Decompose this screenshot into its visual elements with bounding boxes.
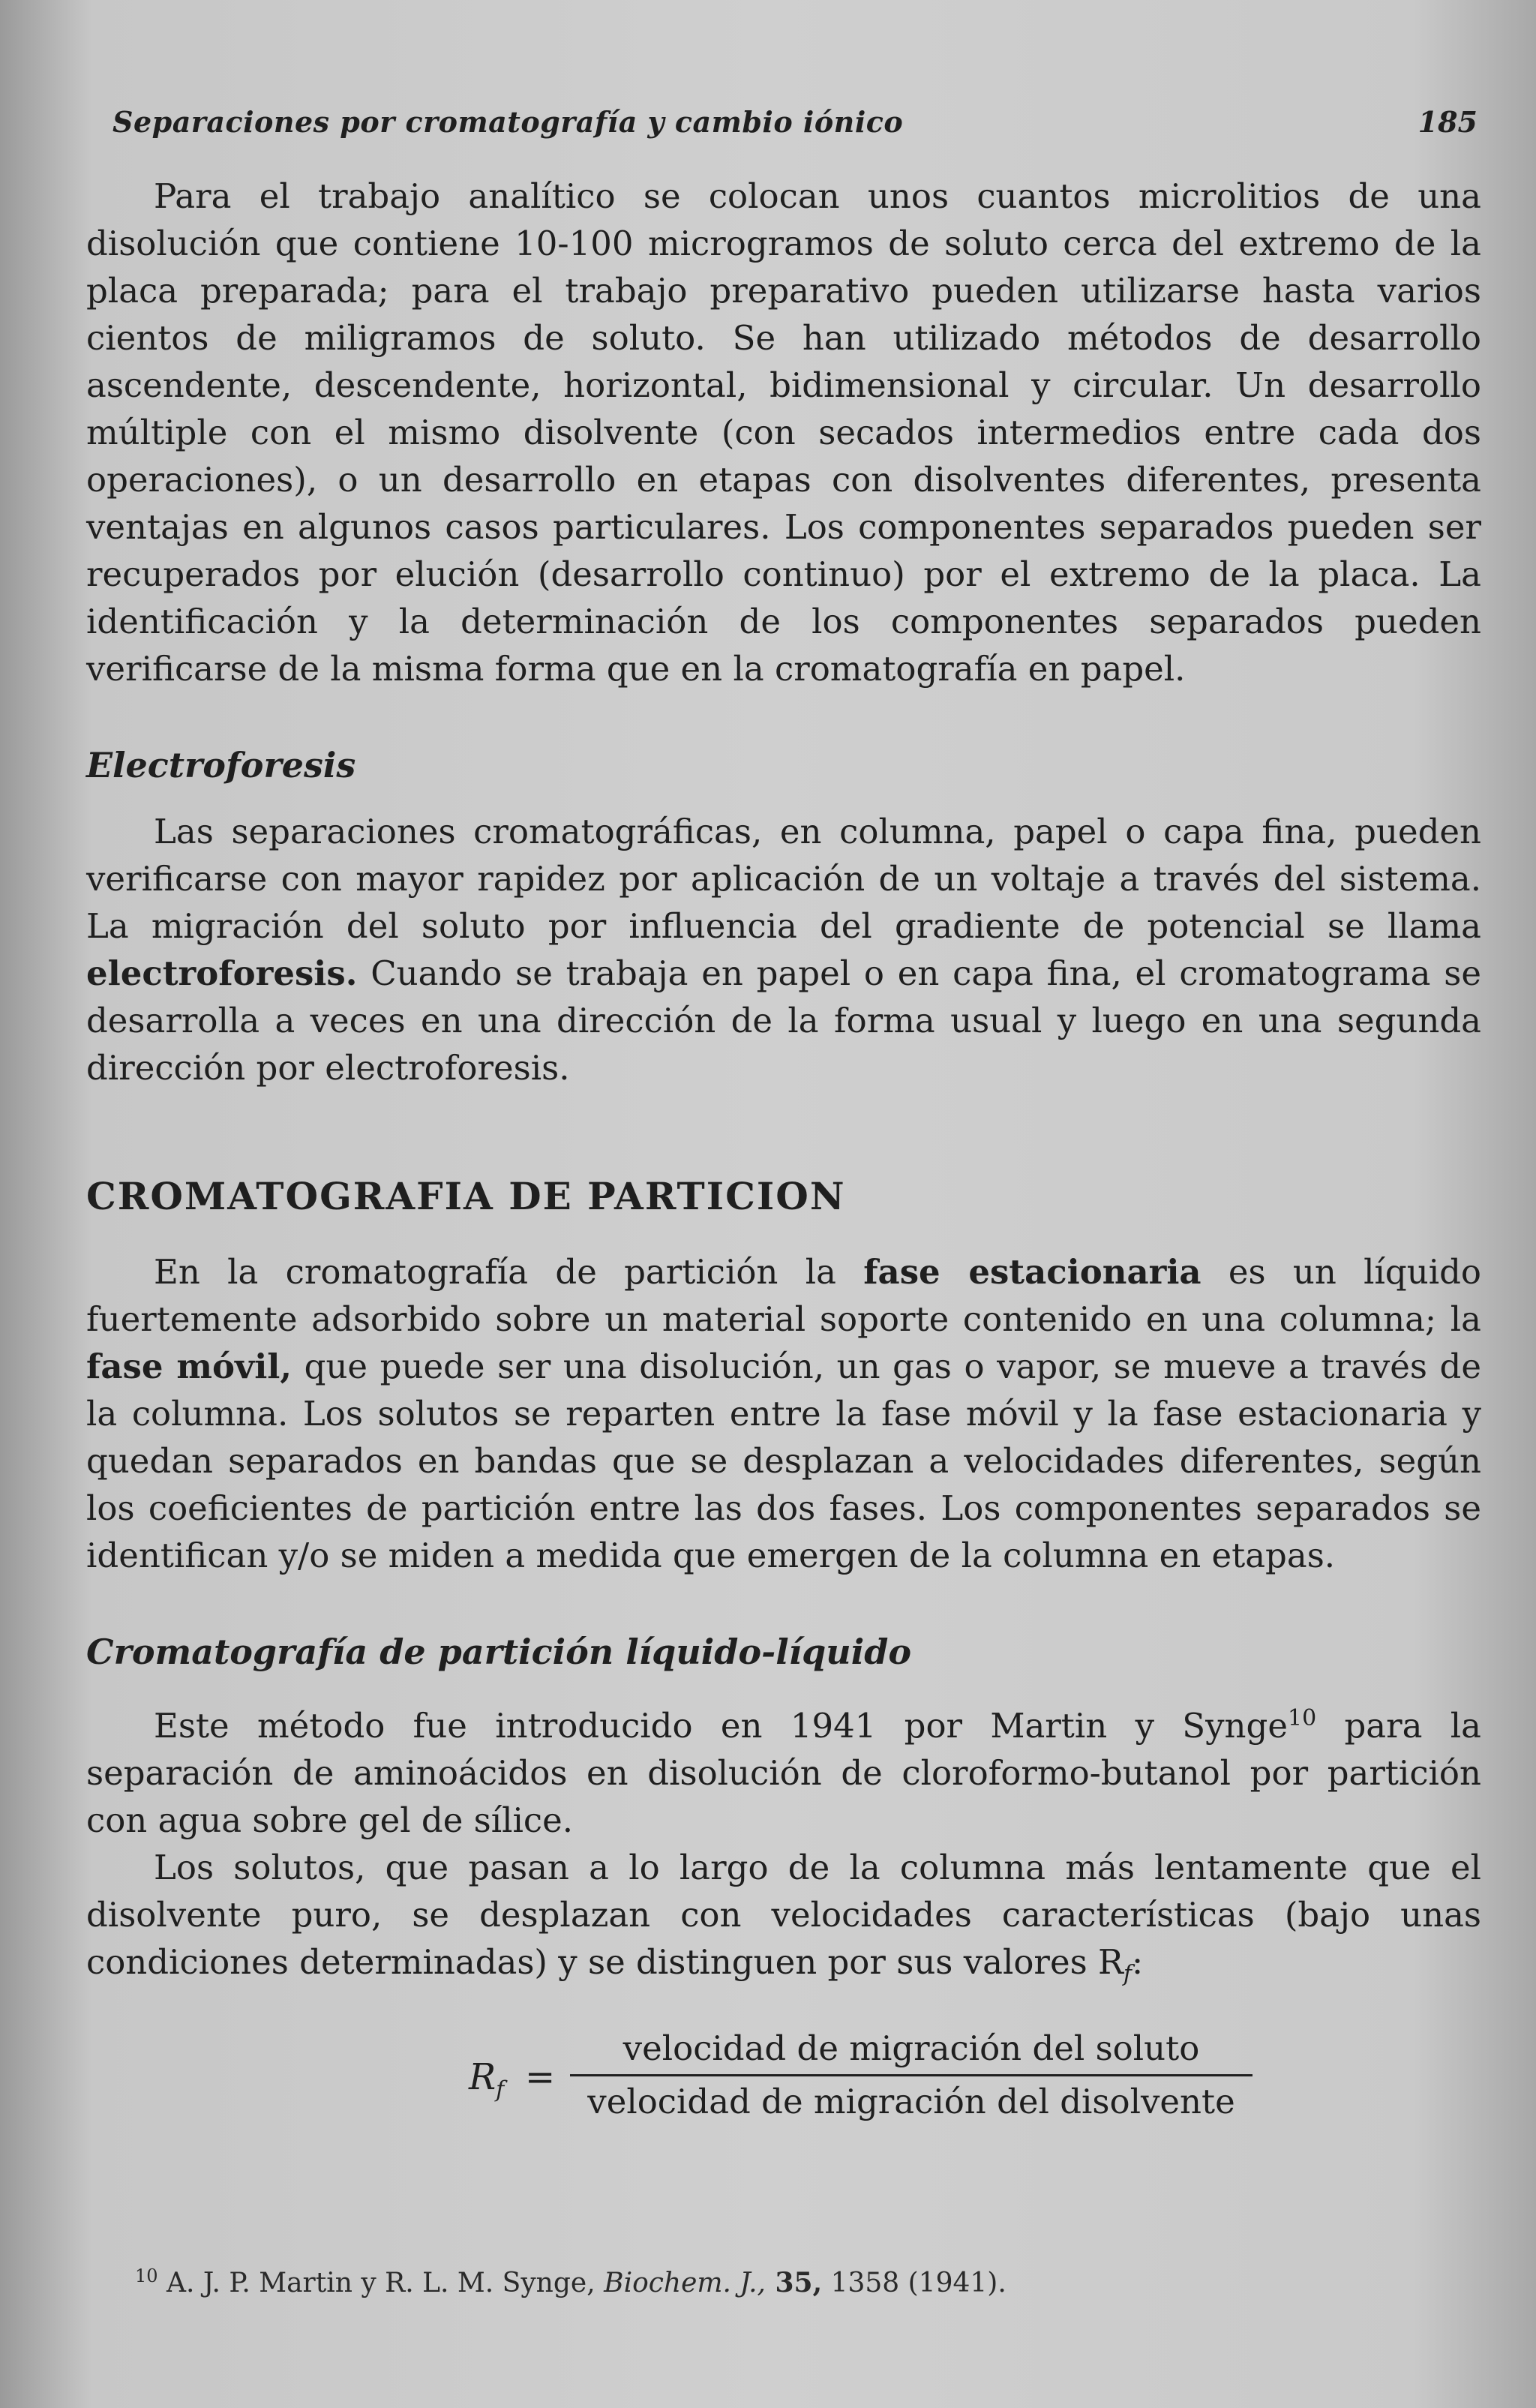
fraction-denominator: velocidad de migración del disolvente — [587, 2082, 1235, 2121]
rf-equation — [86, 2028, 1481, 2125]
footnote-journal: Biochem. J., — [604, 2268, 766, 2298]
paragraph-rf-values — [86, 1844, 1481, 1998]
text-run: En la cromatografía de partición la — [154, 1252, 864, 1292]
term-fase-estacionaria: fase estacionaria — [863, 1252, 1202, 1292]
heading-electroforesis: Electroforesis — [86, 745, 356, 785]
term-fase-movil: fase móvil, — [86, 1347, 292, 1386]
text-run: Cuando se trabaja en papel o en capa fina, el cromatograma se desarrolla a veces en una dirección de la forma usual y luego en una segunda dirección por electroforesis. — [86, 953, 1481, 1088]
text-run: Este método fue introducido en 1941 por Martin y Synge — [154, 1706, 1288, 1746]
paragraph-martin-synge — [86, 1695, 1481, 1844]
footnote-ref: 10 — [1287, 1705, 1317, 1731]
footnote-authors: A. J. P. Martin y R. L. M. Synge, — [166, 2268, 604, 2298]
text-run: que puede ser una disolución, un gas o vapor, se mueve a través de la columna. Los solutos se reparten entre la fase móvil y la fase estacionaria y quedan separados en bandas que se desplazan a velocidades diferentes, según los coeficientes de partición entre las dos fases. Los componentes separados se identifican y/o se miden a medida que emergen de la columna en etapas. — [86, 1347, 1481, 1575]
footnote-pages: 1358 (1941). — [822, 2268, 1006, 2298]
running-head — [112, 105, 1478, 150]
page-body — [86, 173, 1481, 2125]
page-number: 185 — [1418, 105, 1478, 139]
rf-symbol: R — [469, 2056, 496, 2098]
footnote-mark: 10 — [135, 2265, 158, 2286]
text-run: Las separaciones cromatográficas, en columna, papel o capa fina, pueden verificarse con mayor rapidez por aplicación de un voltaje a través del sistema. La migración del soluto por influencia del gradiente de potencial se llama — [86, 812, 1481, 946]
paragraph-particion — [86, 1248, 1481, 1579]
running-title: Separaciones por cromatografía y cambio iónico — [112, 105, 904, 139]
text-run: para la separación de aminoácidos en disolución de cloroformo-butanol por partición con agua sobre gel de sílice. — [86, 1706, 1481, 1840]
fraction-numerator: velocidad de migración del soluto — [622, 2028, 1200, 2068]
rf-subscript: f — [1123, 1961, 1132, 1987]
footnote — [135, 2265, 1006, 2298]
term-electroforesis: electroforesis. — [86, 953, 358, 993]
fraction-bar — [570, 2074, 1252, 2076]
fraction — [570, 2028, 1252, 2123]
text-run: es un líquido fuertemente adsorbido sobre un material soporte contenido en una columna; la — [86, 1252, 1481, 1339]
text-run: Los solutos, que pasan a lo largo de la columna más lentamente que el disolvente puro, se desplazan con velocidades características (bajo unas condiciones determinadas) y se distinguen por sus valores R — [86, 1848, 1481, 1982]
heading-cromatografia-particion: CROMATOGRAFIA DE PARTICION — [86, 1174, 846, 1218]
footnote-volume: 35, — [765, 2267, 823, 2298]
equals-sign: = — [525, 2056, 556, 2098]
heading-liquido-liquido: Cromatografía de partición líquido-líquido — [86, 1632, 912, 1672]
equation-lhs — [469, 2056, 504, 2103]
paragraph-electroforesis — [86, 808, 1481, 1091]
rf-subscript: f — [496, 2076, 505, 2103]
text-run: : — [1131, 1942, 1144, 1982]
paragraph-tlc: Para el trabajo analítico se colocan unos cuantos microlitios de una disolución que contiene 10-100 microgramos de soluto cerca del extremo de la placa preparada; para el trabajo preparativo pueden utilizarse hasta varios cientos de miligramos de soluto. Se han utilizado métodos de desarrollo ascendente, descendente, horizontal, bidimensional y circular. Un desarrollo múltiple con el mismo disolvente (con secados intermedios entre cada dos operaciones), o un desarrollo en etapas con disolventes diferentes, presenta ventajas en algunos casos particulares. Los componentes separados pueden ser recuperados por elución (desarrollo continuo) por el extremo de la placa. La identificación y la determinación de los componentes separados pueden verificarse de la misma forma que en la cromatografía en papel. — [86, 176, 1481, 689]
